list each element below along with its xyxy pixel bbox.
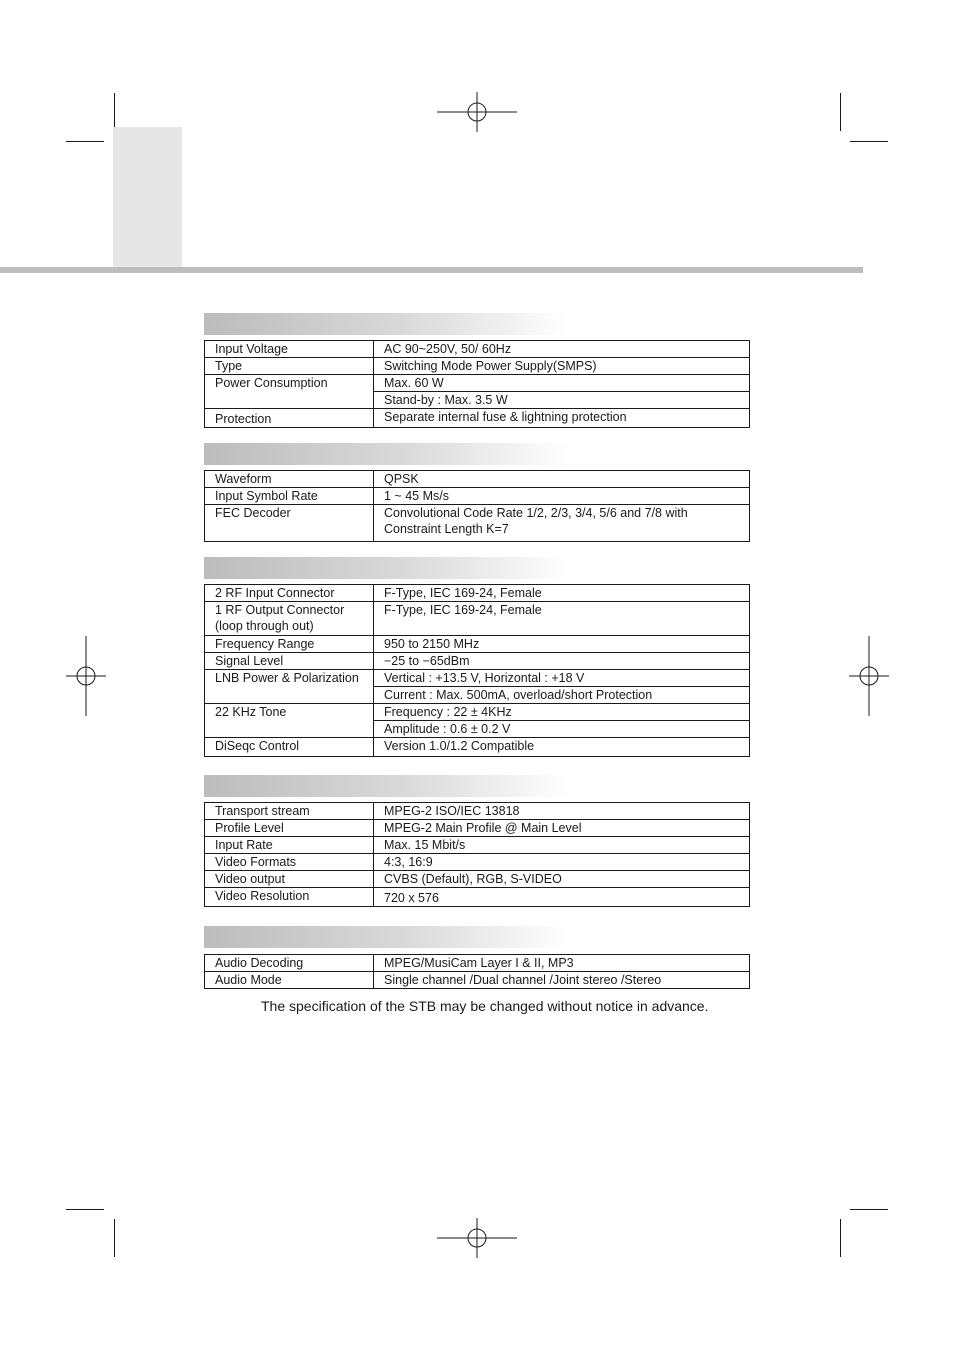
spec-value: F-Type, IEC 169-24, Female — [374, 585, 750, 602]
spec-key: Power Consumption — [205, 375, 374, 409]
spec-value: 950 to 2150 MHz — [374, 636, 750, 653]
spec-key: Video output — [205, 871, 374, 888]
spec-value: −25 to −65dBm — [374, 653, 750, 670]
spec-value: Max. 60 W — [374, 375, 750, 392]
table-row — [205, 636, 750, 653]
spec-key: Profile Level — [205, 820, 374, 837]
spec-value: 1 ~ 45 Ms/s — [374, 488, 750, 505]
table-row — [205, 955, 750, 972]
crop-mark — [850, 141, 888, 142]
crop-mark — [840, 1219, 841, 1257]
table-row — [205, 471, 750, 488]
table-row — [205, 820, 750, 837]
spec-value: 720 x 576 — [374, 888, 750, 907]
spec-value: Vertical : +13.5 V, Horizontal : +18 V — [374, 670, 750, 687]
spec-key: Input Voltage — [205, 341, 374, 358]
crop-mark — [114, 1219, 115, 1257]
tuner-spec-table — [204, 584, 750, 757]
spec-key: Audio Decoding — [205, 955, 374, 972]
table-row — [205, 602, 750, 636]
crop-mark — [114, 93, 115, 131]
spec-key: 1 RF Output Connector (loop through out) — [205, 602, 374, 636]
table-row — [205, 854, 750, 871]
spec-value: Stand-by : Max. 3.5 W — [374, 392, 750, 409]
table-row — [205, 871, 750, 888]
spec-value: Version 1.0/1.2 Compatible — [374, 738, 750, 757]
table-row — [205, 585, 750, 602]
spec-value: F-Type, IEC 169-24, Female — [374, 602, 750, 636]
table-row — [205, 505, 750, 542]
table-row — [205, 704, 750, 721]
spec-value: Convolutional Code Rate 1/2, 2/3, 3/4, 5/6 and 7/8 with Constraint Length K=7 — [374, 505, 750, 542]
spec-value: Amplitude : 0.6 ± 0.2 V — [374, 721, 750, 738]
spec-key: 2 RF Input Connector — [205, 585, 374, 602]
crop-mark — [66, 141, 104, 142]
spec-value: MPEG-2 Main Profile @ Main Level — [374, 820, 750, 837]
spec-value: CVBS (Default), RGB, S-VIDEO — [374, 871, 750, 888]
registration-mark-icon — [849, 636, 889, 716]
spec-value: AC 90~250V, 50/ 60Hz — [374, 341, 750, 358]
spec-key: Protection — [205, 409, 374, 428]
crop-mark — [840, 93, 841, 131]
power-spec-table — [204, 340, 750, 428]
spec-value: MPEG/MusiCam Layer I & II, MP3 — [374, 955, 750, 972]
table-row — [205, 803, 750, 820]
spec-key: Input Symbol Rate — [205, 488, 374, 505]
section-bar-audio — [204, 926, 568, 948]
specification-footnote: The specification of the STB may be changed without notice in advance. — [261, 998, 709, 1014]
spec-value: Max. 15 Mbit/s — [374, 837, 750, 854]
section-bar-power — [204, 313, 568, 335]
demodulator-spec-table — [204, 470, 750, 542]
table-row — [205, 653, 750, 670]
table-row — [205, 738, 750, 757]
section-bar-video — [204, 775, 568, 797]
table-row — [205, 670, 750, 687]
table-row — [205, 837, 750, 854]
registration-mark-icon — [437, 92, 517, 132]
table-row — [205, 972, 750, 989]
spec-key: Transport stream — [205, 803, 374, 820]
spec-key: LNB Power & Polarization — [205, 670, 374, 704]
spec-key: Input Rate — [205, 837, 374, 854]
header-rule — [0, 267, 863, 273]
spec-value: Single channel /Dual channel /Joint stereo /Stereo — [374, 972, 750, 989]
spec-value: Separate internal fuse & lightning protection — [374, 409, 750, 428]
video-spec-table — [204, 802, 750, 907]
table-row — [205, 488, 750, 505]
chapter-tab — [113, 127, 182, 268]
spec-value: Switching Mode Power Supply(SMPS) — [374, 358, 750, 375]
registration-mark-icon — [66, 636, 106, 716]
spec-value: Current : Max. 500mA, overload/short Protection — [374, 687, 750, 704]
spec-key: Type — [205, 358, 374, 375]
spec-key: DiSeqc Control — [205, 738, 374, 757]
spec-key: Frequency Range — [205, 636, 374, 653]
spec-key: Signal Level — [205, 653, 374, 670]
table-row — [205, 341, 750, 358]
section-bar-demodulator — [204, 443, 568, 465]
spec-value: QPSK — [374, 471, 750, 488]
audio-spec-table — [204, 954, 750, 989]
spec-key: Video Formats — [205, 854, 374, 871]
spec-value: 4:3, 16:9 — [374, 854, 750, 871]
crop-mark — [66, 1209, 104, 1210]
crop-mark — [850, 1209, 888, 1210]
table-row — [205, 409, 750, 428]
section-bar-tuner — [204, 557, 568, 579]
spec-value: Frequency : 22 ± 4KHz — [374, 704, 750, 721]
spec-value: MPEG-2 ISO/IEC 13818 — [374, 803, 750, 820]
table-row — [205, 358, 750, 375]
spec-key: Waveform — [205, 471, 374, 488]
table-row — [205, 375, 750, 392]
spec-key: 22 KHz Tone — [205, 704, 374, 738]
spec-key: Video Resolution — [205, 888, 374, 907]
table-row — [205, 888, 750, 907]
spec-key: FEC Decoder — [205, 505, 374, 542]
registration-mark-icon — [437, 1218, 517, 1258]
spec-key: Audio Mode — [205, 972, 374, 989]
